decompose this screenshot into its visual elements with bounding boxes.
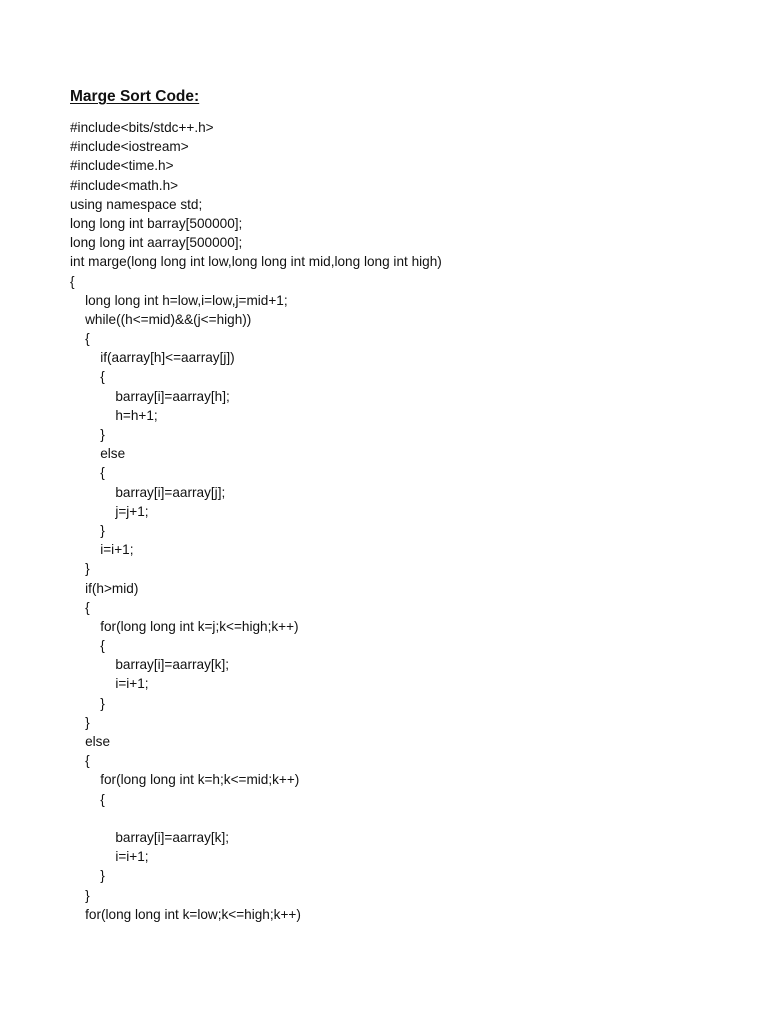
code-line: { (70, 331, 90, 347)
code-line: } (70, 522, 105, 538)
code-line: barray[i]=aarray[k]; (70, 829, 230, 845)
code-line: { (70, 273, 75, 289)
code-line: #include<time.h> (70, 158, 174, 174)
code-line: if(aarray[h]<=aarray[j]) (70, 350, 235, 366)
code-line: j=j+1; (70, 503, 149, 519)
document-title: Marge Sort Code: (70, 88, 200, 105)
code-line: #include<math.h> (70, 177, 179, 193)
code-line: } (70, 887, 90, 903)
code-line: i=i+1; (70, 849, 149, 865)
code-line: while((h<=mid)&&(j<=high)) (70, 311, 252, 327)
code-line: for(long long int k=low;k<=high;k++) (70, 906, 301, 922)
code-line: i=i+1; (70, 542, 134, 558)
code-line: } (70, 561, 90, 577)
code-line: else (70, 446, 126, 462)
code-line: else (70, 734, 111, 749)
code-line: barray[i]=aarray[j]; (70, 484, 226, 500)
code-line: if(h>mid) (70, 580, 139, 596)
code-line: barray[i]=aarray[k]; (70, 657, 230, 673)
code-line: { (70, 599, 90, 615)
code-line: long long int aarray[500000]; (70, 235, 243, 251)
code-line: using namespace std; (70, 196, 203, 212)
code-line: #include<bits/stdc++.h> (70, 120, 214, 135)
code-line: #include<iostream> (70, 139, 189, 155)
code-line: } (70, 714, 90, 730)
code-line: long long int barray[500000]; (70, 215, 243, 231)
code-line (70, 809, 442, 828)
code-line: { (70, 753, 90, 769)
code-line: { (70, 638, 105, 654)
code-line: { (70, 791, 105, 807)
code-block (70, 118, 442, 924)
code-line: barray[i]=aarray[h]; (70, 388, 230, 404)
code-line: for(long long int k=h;k<=mid;k++) (70, 772, 300, 788)
code-line: for(long long int k=j;k<=high;k++) (70, 618, 299, 634)
code-line: int marge(long long int low,long long int mid,long long int high) (70, 254, 442, 270)
code-line: h=h+1; (70, 407, 158, 423)
code-line: i=i+1; (70, 676, 149, 692)
code-line: } (70, 868, 105, 884)
code-line: { (70, 369, 105, 385)
code-line: } (70, 427, 105, 442)
code-line: long long int h=low,i=low,j=mid+1; (70, 292, 288, 308)
code-line: { (70, 465, 105, 481)
code-line: } (70, 695, 105, 711)
